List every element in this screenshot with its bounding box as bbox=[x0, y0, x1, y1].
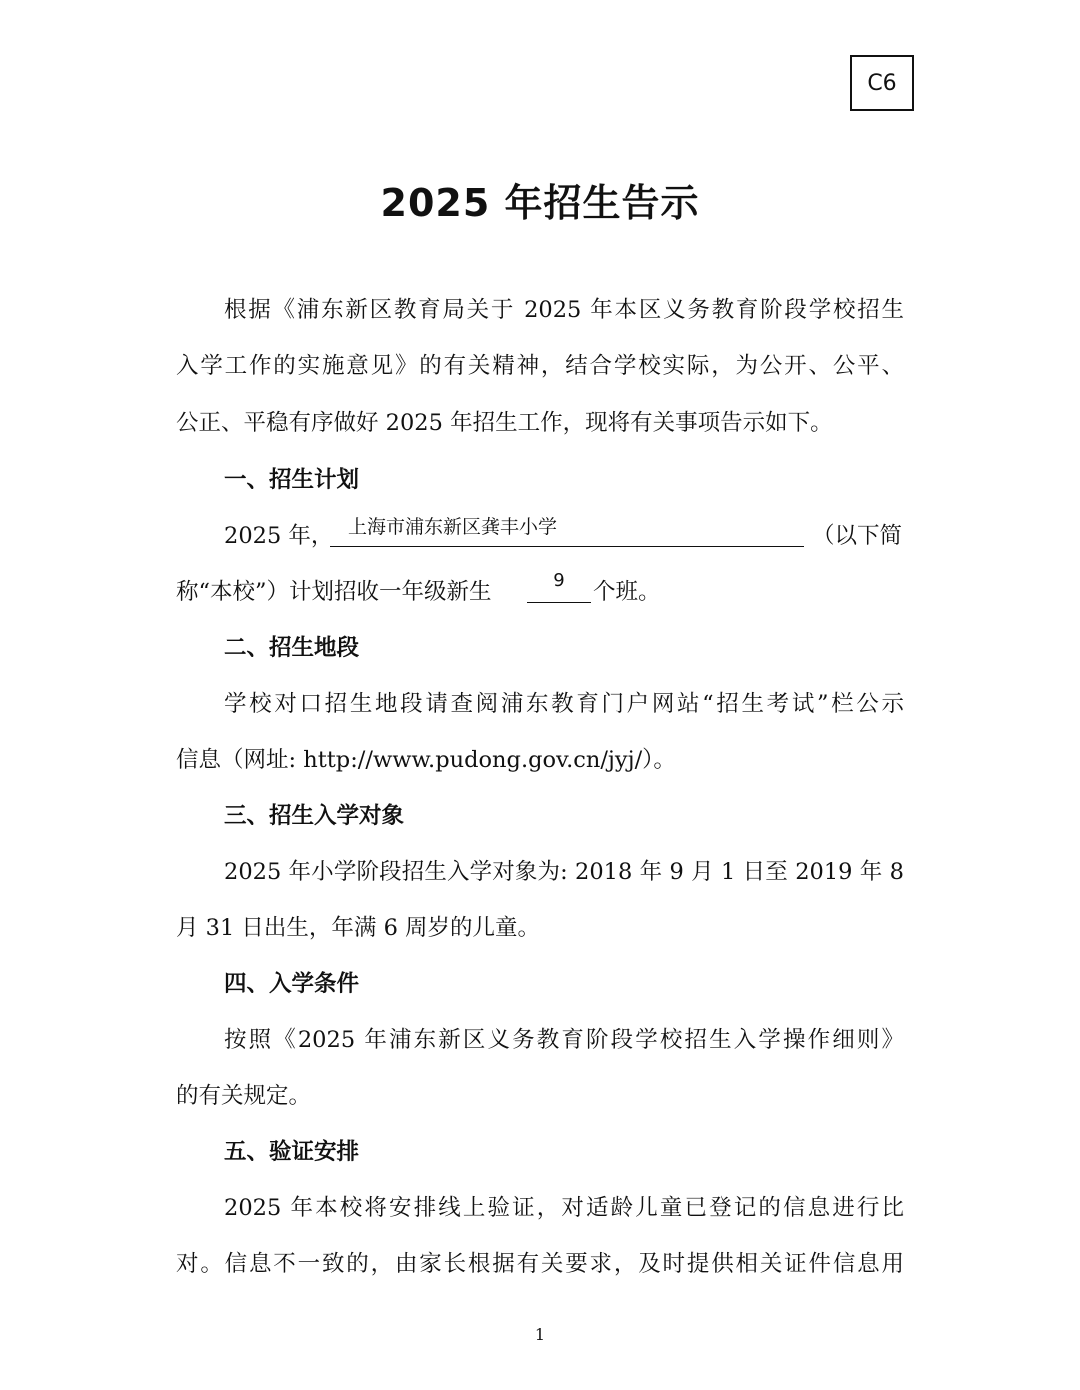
section-3-line-1: 2025 年小学阶段招生入学对象为: 2018 年 9 月 1 日至 2019 年 8 bbox=[224, 859, 904, 885]
section-2-heading: 二、招生地段 bbox=[224, 635, 360, 661]
section-5-line-2: 对。信息不一致的，由家长根据有关要求，及时提供相关证件信息用 bbox=[176, 1251, 904, 1277]
section-1-line2-prefix: 称“本校”）计划招收一年级新生 bbox=[176, 579, 492, 605]
section-4-heading: 四、入学条件 bbox=[224, 971, 360, 997]
section-1-heading: 一、招生计划 bbox=[224, 467, 360, 493]
section-2-line-2: 信息（网址: http://www.pudong.gov.cn/jyj/）。 bbox=[176, 747, 676, 773]
section-4-line-1: 按照《2025 年浦东新区义务教育阶段学校招生入学操作细则》 bbox=[224, 1027, 904, 1053]
page-title: 2025 年招生告示 bbox=[380, 181, 700, 225]
class-count-field bbox=[527, 570, 591, 603]
section-1-prefix: 2025 年， bbox=[224, 523, 334, 549]
section-2-line-1: 学校对口招生地段请查阅浦东教育门户网站“招生考试”栏公示 bbox=[224, 691, 904, 717]
page-number: 1 bbox=[534, 1325, 546, 1344]
intro-line-3: 公正、平稳有序做好 2025 年招生工作，现将有关事项告示如下。 bbox=[176, 410, 833, 436]
section-3-heading: 三、招生入学对象 bbox=[224, 803, 405, 829]
section-1-suffix: （以下简 bbox=[812, 523, 903, 549]
document-code: C6 bbox=[867, 70, 897, 96]
section-1-line2-suffix: 个班。 bbox=[593, 579, 661, 605]
intro-line-2: 入学工作的实施意见》的有关精神，结合学校实际，为公开、公平、 bbox=[176, 353, 904, 379]
class-count: 9 bbox=[553, 570, 565, 591]
school-name: 上海市浦东新区龚丰小学 bbox=[348, 516, 558, 538]
document-code-box bbox=[850, 55, 914, 111]
school-name-field bbox=[330, 518, 804, 547]
section-5-heading: 五、验证安排 bbox=[224, 1139, 360, 1165]
section-5-line-1: 2025 年本校将安排线上验证，对适龄儿童已登记的信息进行比 bbox=[224, 1195, 904, 1221]
section-3-line-2: 月 31 日出生，年满 6 周岁的儿童。 bbox=[176, 915, 541, 941]
intro-line-1: 根据《浦东新区教育局关于 2025 年本区义务教育阶段学校招生 bbox=[224, 297, 904, 323]
section-4-line-2: 的有关规定。 bbox=[176, 1083, 312, 1109]
